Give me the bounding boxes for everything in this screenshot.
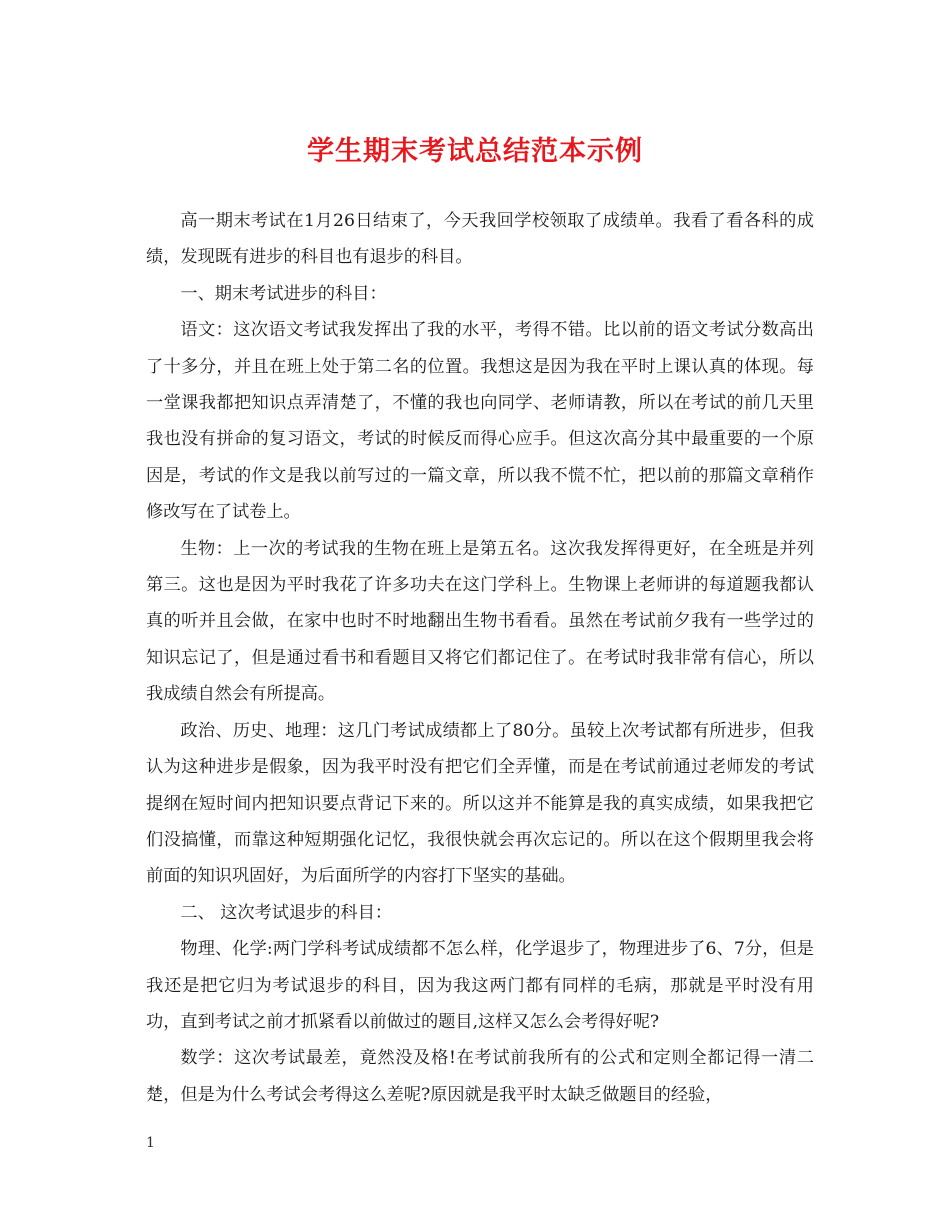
paragraph-politics-history-geography: 政治、历史、地理：这几门考试成绩都上了80分。虽较上次考试都有所进步，但我认为这种进步是假象，因为我平时没有把它们全弄懂，而是在考试前通过老师发的考试提纲在短时间内把知识要点背记下来的。所以这并不能算是我的真实成绩，如果我把它们没搞懂，而靠这种短期强化记忆，我很快就会再次忘记的。所以在这个假期里我会将前面的知识巩固好，为后面所学的内容打下坚实的基础。 <box>146 720 814 887</box>
document-title: 学生期末考试总结范本示例 <box>307 136 643 167</box>
section-heading-regress: 二、 这次考试退步的科目： <box>180 902 393 923</box>
page-number: 1 <box>146 1135 155 1151</box>
paragraph-chinese: 语文：这次语文考试我发挥出了我的水平，考得不错。比以前的语文考试分数高出了十多分，并且在班上处于第二名的位置。我想这是因为我在平时上课认真的体现。每一堂课我都把知识点弄清楚了，不懂的我也向同学、老师请教，所以在考试的前几天里我也没有拼命的复习语文，考试的时候反而得心应手。但这次高分其中最重要的一个原因是，考试的作文是我以前写过的一篇文章，所以我不慌不忙，把以前的那篇文章稍作修改写在了试卷上。 <box>146 320 814 523</box>
section-heading-progress: 一、期末考试进步的科目： <box>180 283 387 304</box>
paragraph-math: 数学：这次考试最差，竟然没及格!在考试前我所有的公式和定则全都记得一清二楚，但是为什么考试会考得这么差呢?原因就是我平时太缺乏做题目的经验， <box>146 1048 814 1105</box>
paragraph-intro: 高一期末考试在1月26日结束了，今天我回学校领取了成绩单。我看了看各科的成绩，发现既有进步的科目也有退步的科目。 <box>146 211 814 268</box>
paragraph-biology: 生物：上一次的考试我的生物在班上是第五名。这次我发挥得更好，在全班是并列第三。这也是因为平时我花了许多功夫在这门学科上。生物课上老师讲的每道题我都认真的听并且会做，在家中也时不时地翻出生物书看看。虽然在考试前夕我有一些学过的知识忘记了，但是通过看书和看题目又将它们都记住了。在考试时我非常有信心，所以我成绩自然会有所提高。 <box>146 538 814 705</box>
paragraph-physics-chemistry: 物理、化学:两门学科考试成绩都不怎么样，化学退步了，物理进步了6、7分，但是我还是把它归为考试退步的科目，因为我这两门都有同样的毛病，那就是平时没有用功，直到考试之前才抓紧看以前做过的题目,这样又怎么会考得好呢? <box>146 939 814 1032</box>
document-body <box>146 203 814 1113</box>
